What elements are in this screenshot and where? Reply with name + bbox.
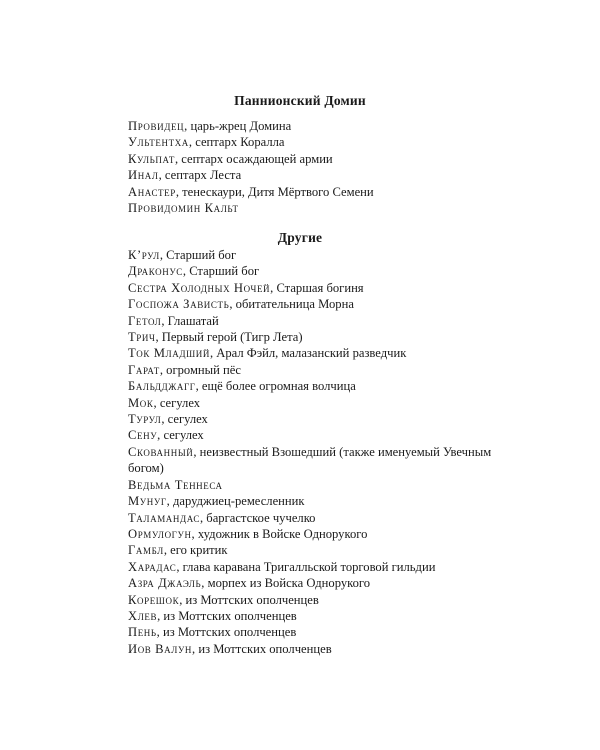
section-heading-pannion-domin: Паннионский Домин <box>234 93 366 108</box>
character-name: Скованный <box>128 444 194 459</box>
list-item <box>128 118 374 134</box>
list-item <box>128 444 498 477</box>
list-item <box>128 200 374 216</box>
character-description: , тенескаури, Дитя Мёртвого Семени <box>175 184 374 199</box>
character-name: Драконус <box>128 264 183 279</box>
list-item <box>128 362 498 378</box>
character-name: Мок <box>128 395 154 410</box>
character-name: Харадас <box>128 559 177 574</box>
list-item <box>128 559 498 575</box>
character-description: , из Моттских ополченцев <box>157 608 297 623</box>
character-description: , художник в Войске Однорукого <box>191 526 368 541</box>
list-item <box>128 280 498 296</box>
list-item <box>128 247 498 263</box>
character-description: , сегулех <box>153 395 201 410</box>
character-name: Сену <box>128 428 158 443</box>
list-item <box>128 167 374 183</box>
character-description: , септарх осаждающей армии <box>174 151 333 166</box>
character-name: Анастер <box>128 184 176 199</box>
character-description: , Глашатай <box>161 313 219 328</box>
list-item <box>128 313 498 329</box>
character-description: , даруджиец-ремесленник <box>166 494 305 509</box>
list-item <box>128 151 374 167</box>
list-item <box>128 493 498 509</box>
character-name: Мунуг <box>128 494 167 509</box>
character-name: Гетол <box>128 313 162 328</box>
character-name: Иов Валун <box>128 641 193 656</box>
character-name: Гамбл <box>128 543 164 558</box>
character-description: , огромный пёс <box>159 362 241 377</box>
character-name: Кульпат <box>128 151 175 166</box>
character-description: , обитательница Морна <box>229 297 354 312</box>
list-item <box>128 592 498 608</box>
character-description: , царь-жрец Домина <box>184 119 292 133</box>
character-name: Ультентха <box>128 135 189 150</box>
character-name: Таламандас <box>128 510 200 525</box>
character-name: Трич <box>128 330 156 345</box>
list-item <box>128 477 498 493</box>
character-description: , ещё более огромная волчица <box>195 379 356 394</box>
character-name: Провидомин Кальт <box>128 201 239 216</box>
list-item <box>128 641 498 657</box>
list-item <box>128 134 374 150</box>
character-name: Ток Младший <box>128 346 210 361</box>
character-description: , морпех из Войска Однорукого <box>201 576 371 591</box>
character-name: К’рул <box>128 248 160 262</box>
list-item <box>128 510 498 526</box>
character-description: , Старшая богиня <box>270 280 364 295</box>
character-description: , Старший бог <box>159 248 237 262</box>
list-item <box>128 526 498 542</box>
character-description: , его критик <box>163 543 228 558</box>
list-item <box>128 575 498 591</box>
character-name: Бальдджагг <box>128 379 196 394</box>
character-description: , из Моттских ополченцев <box>179 592 319 607</box>
character-description: , сегулех <box>157 428 204 443</box>
character-description: , сегулех <box>161 412 208 427</box>
character-name: Пень <box>128 625 157 640</box>
character-name: Гарат <box>128 362 160 377</box>
character-name: Инал <box>128 168 159 183</box>
character-name: Ормулогун <box>128 526 192 541</box>
character-description: , из Моттских ополченцев <box>156 625 297 640</box>
list-item <box>128 411 498 427</box>
character-description: , баргастское чучелко <box>200 510 316 525</box>
character-description: , из Моттских ополченцев <box>192 641 332 656</box>
list-item <box>128 542 498 558</box>
character-name: Азра Джаэль <box>128 576 202 591</box>
list-item <box>128 427 498 443</box>
list-item <box>128 329 498 345</box>
character-description: , неизвестный Взошедший (также именуемый Увечным богом) <box>128 444 492 476</box>
list-item <box>128 263 498 279</box>
character-description: , септарх Коралла <box>188 135 285 150</box>
character-list-pannion-domin <box>128 118 374 216</box>
character-name: Госпожа Зависть <box>128 297 230 312</box>
list-item <box>128 345 498 361</box>
list-item <box>128 395 498 411</box>
character-description: , септарх Леста <box>158 168 242 183</box>
list-item <box>128 624 498 640</box>
list-item <box>128 296 498 312</box>
list-item <box>128 184 374 200</box>
list-item <box>128 378 498 394</box>
list-item <box>128 608 498 624</box>
character-name: Хлев <box>128 608 158 623</box>
character-name: Ведьма Теннеса <box>128 477 223 492</box>
character-name: Провидец <box>128 119 185 133</box>
character-list-others <box>128 247 498 657</box>
character-description: , Арал Фэйл, малазанский разведчик <box>209 346 407 361</box>
character-name: Сестра Холодных Ночей <box>128 280 271 295</box>
character-description: , Первый герой (Тигр Лета) <box>155 330 303 345</box>
character-description: , Старший бог <box>182 264 260 279</box>
section-heading-others: Другие <box>277 230 323 245</box>
character-description: , глава каравана Тригалльской торговой гильдии <box>176 559 436 574</box>
character-name: Турул <box>128 412 162 427</box>
character-name: Корешок <box>128 592 180 607</box>
